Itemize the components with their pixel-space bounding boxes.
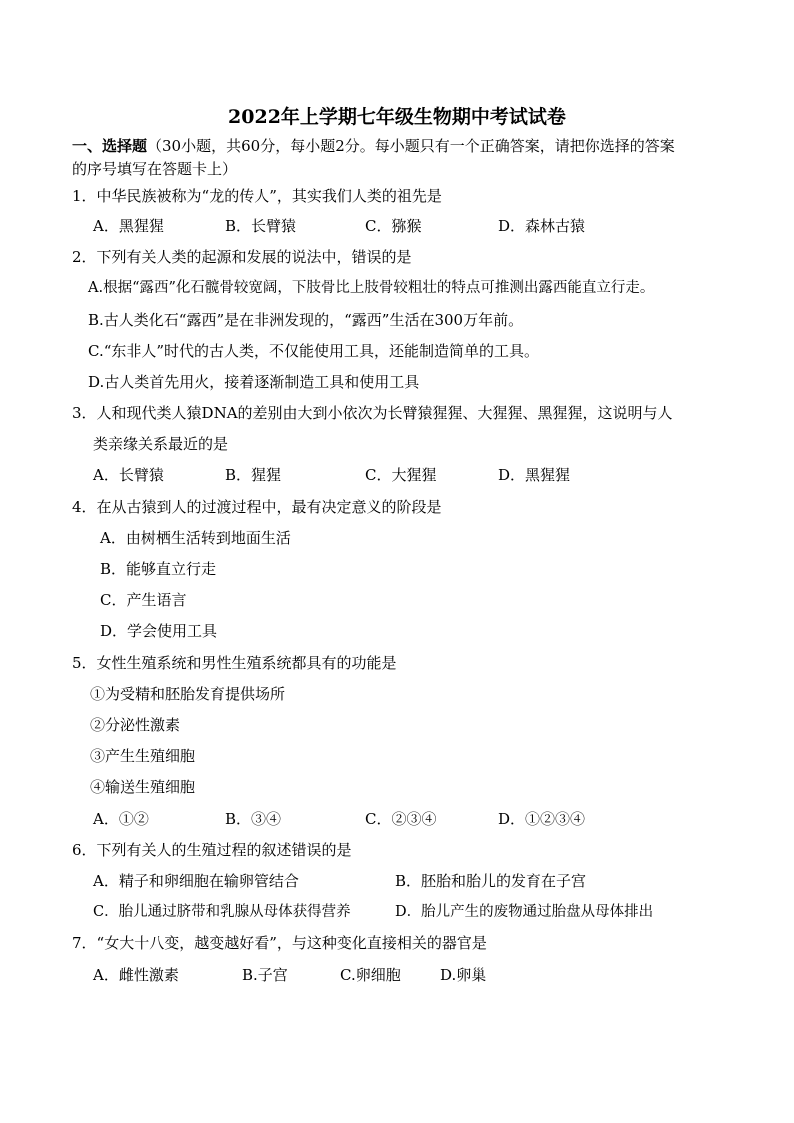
q7-option-d: D.卵巢 bbox=[440, 966, 487, 984]
q1-option-b: B．长臂猿 bbox=[225, 217, 297, 235]
question-1-stem: 1．中华民族被称为“龙的传人”，其实我们人类的祖先是 bbox=[72, 187, 442, 205]
q3-option-d: D．黑猩猩 bbox=[498, 466, 571, 484]
section-header bbox=[72, 135, 675, 157]
q6-option-b: B．胚胎和胎儿的发育在子宫 bbox=[395, 872, 587, 890]
exam-title: 2022年上学期七年级生物期中考试试卷 bbox=[228, 106, 566, 128]
question-4-stem: 4．在从古猿到人的过渡过程中，最有决定意义的阶段是 bbox=[72, 498, 442, 516]
q5-option-b: B．③④ bbox=[225, 810, 282, 828]
q3-option-b: B．猩猩 bbox=[225, 466, 282, 484]
q1-option-a: A．黑猩猩 bbox=[93, 217, 164, 235]
q2-option-b: B.古人类化石“露西”是在非洲发现的，“露西”生活在300万年前。 bbox=[88, 311, 524, 329]
question-3-stem: 3．人和现代类人猿DNA的差别由大到小依次为长臂猿猩猩、大猩猩、黑猩猩，这说明与人 bbox=[72, 404, 673, 422]
q7-option-c: C.卵细胞 bbox=[340, 966, 401, 984]
q5-item-4: ④输送生殖细胞 bbox=[90, 778, 196, 796]
q5-item-3: ③产生生殖细胞 bbox=[90, 747, 196, 765]
q7-option-b: B.子宫 bbox=[242, 966, 288, 984]
q3-option-a: A．长臂猿 bbox=[93, 466, 164, 484]
q7-option-a: A．雌性激素 bbox=[93, 966, 179, 984]
q6-option-c: C．胎儿通过脐带和乳腺从母体获得营养 bbox=[93, 904, 351, 920]
q1-option-d: D．森林古猿 bbox=[498, 217, 586, 235]
q1-option-c: C．猕猴 bbox=[365, 217, 422, 235]
q6-option-d: D．胎儿产生的废物通过胎盘从母体排出 bbox=[395, 904, 654, 920]
question-6-stem: 6．下列有关人的生殖过程的叙述错误的是 bbox=[72, 841, 352, 859]
q5-item-1: ①为受精和胚胎发育提供场所 bbox=[90, 685, 286, 703]
q2-option-d: D.古人类首先用火，接着逐渐制造工具和使用工具 bbox=[88, 373, 420, 391]
q5-option-d: D．①②③④ bbox=[498, 810, 586, 828]
q2-option-a: A.根据“露西”化石髋骨较宽阔，下肢骨比上肢骨较粗壮的特点可推测出露西能直立行走。 bbox=[88, 280, 655, 296]
q5-option-c: C．②③④ bbox=[365, 810, 437, 828]
q6-option-a: A．精子和卵细胞在输卵管结合 bbox=[93, 872, 299, 890]
q5-item-2: ②分泌性激素 bbox=[90, 716, 181, 734]
q2-option-c: C.“东非人”时代的古人类，不仅能使用工具，还能制造简单的工具。 bbox=[88, 342, 540, 360]
section-instructions: （30小题，共60分，每小题2分。每小题只有一个正确答案，请把你选择的答案 bbox=[147, 137, 675, 155]
q4-option-a: A．由树栖生活转到地面生活 bbox=[100, 529, 291, 547]
q5-option-a: A．①② bbox=[93, 810, 149, 828]
question-7-stem: 7．“女大十八变，越变越好看”，与这种变化直接相关的器官是 bbox=[72, 934, 487, 952]
q4-option-b: B．能够直立行走 bbox=[100, 560, 217, 578]
q4-option-d: D．学会使用工具 bbox=[100, 622, 218, 640]
section-heading: 一、选择题 bbox=[72, 137, 148, 155]
question-3-stem-cont: 类亲缘关系最近的是 bbox=[93, 435, 229, 453]
q4-option-c: C．产生语言 bbox=[100, 591, 187, 609]
q3-option-c: C．大猩猩 bbox=[365, 466, 437, 484]
section-instructions-cont: 的序号填写在答题卡上） bbox=[72, 160, 238, 178]
question-5-stem: 5．女性生殖系统和男性生殖系统都具有的功能是 bbox=[72, 654, 397, 672]
question-2-stem: 2．下列有关人类的起源和发展的说法中，错误的是 bbox=[72, 248, 412, 266]
